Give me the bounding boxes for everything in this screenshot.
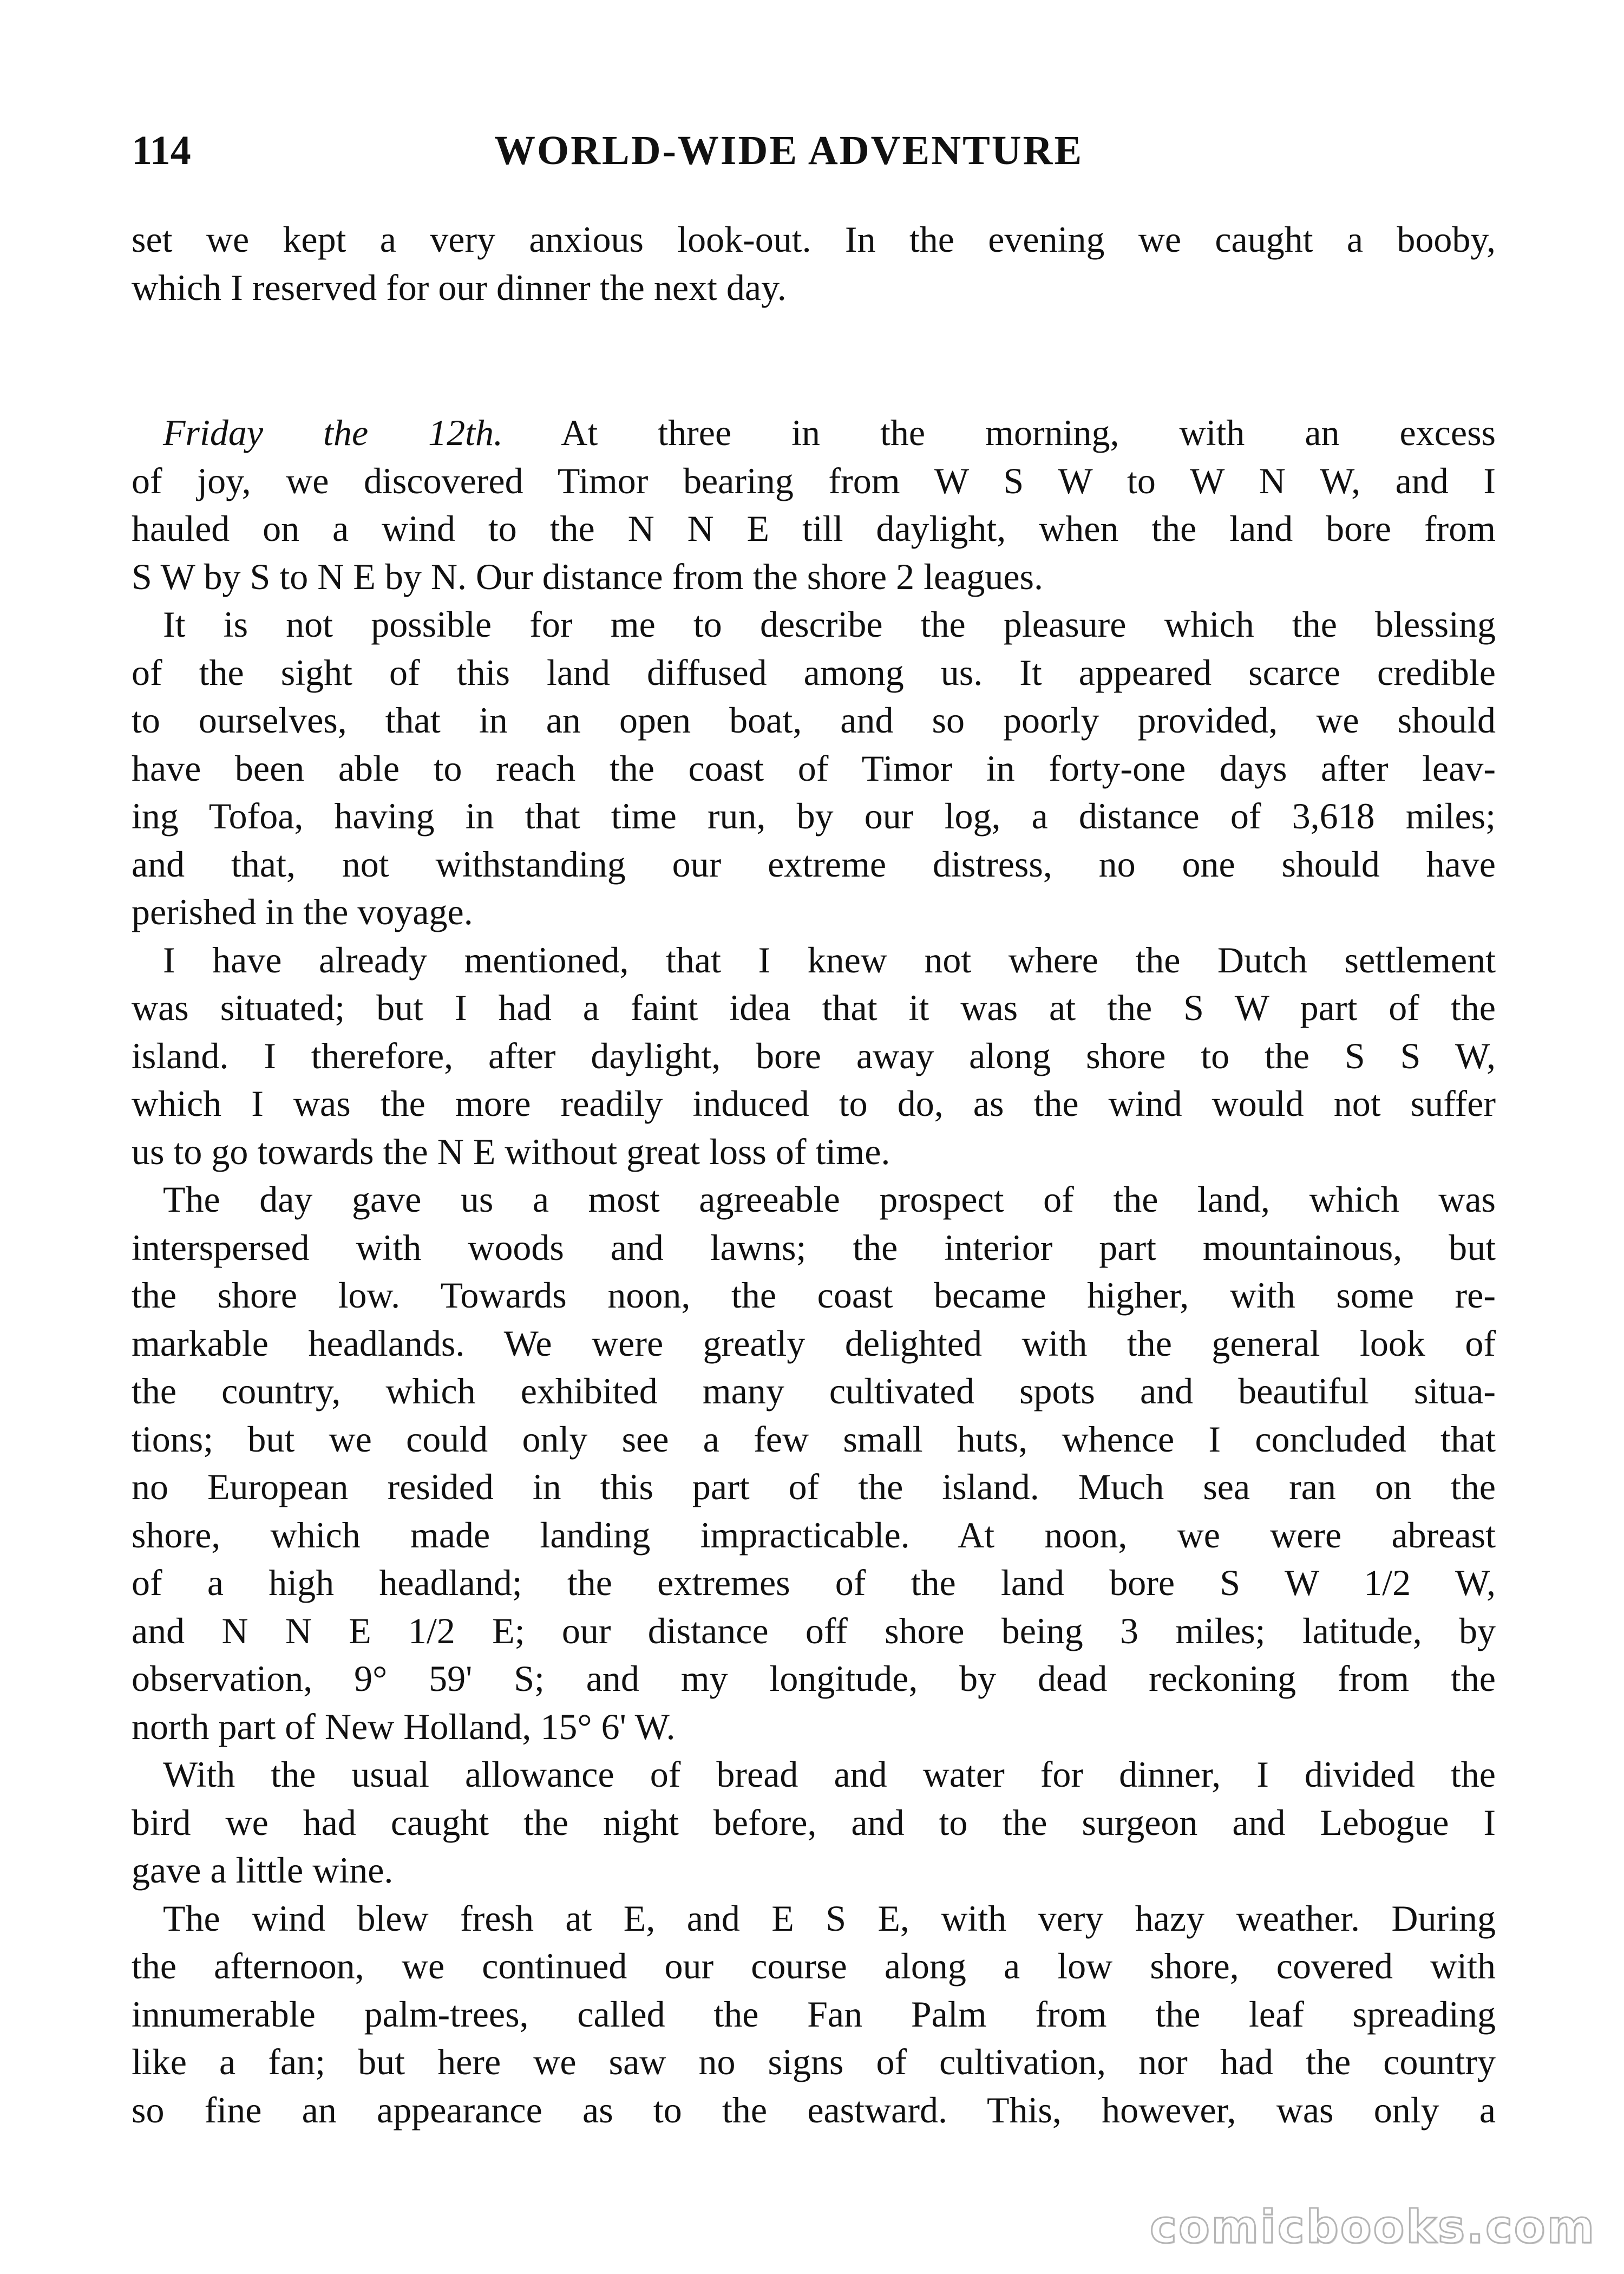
running-title: WORLD-WIDE ADVENTURE — [494, 128, 1084, 173]
text-line: of the sight of this land diffused among us. It appeared scarce credible — [132, 651, 1496, 693]
text-line: gave a little wine. — [132, 1850, 394, 1891]
text-line: was situated; but I had a faint idea that it was at the S W part of the — [132, 987, 1496, 1028]
text-line: shore, which made landing impracticable. At noon, we were abreast — [132, 1514, 1496, 1556]
text-line: With the usual allowance of bread and water for dinner, I divided the — [163, 1754, 1496, 1795]
text-line: observation, 9° 59' S; and my longitude, by dead reckoning from the — [132, 1658, 1496, 1699]
text-line: of a high headland; the extremes of the land bore S W 1/2 W, — [132, 1562, 1496, 1603]
paragraph — [132, 936, 1496, 1176]
page-header — [132, 123, 1496, 178]
text-line: the afternoon, we continued our course along a low shore, covered with — [132, 1945, 1496, 1987]
text-line: island. I therefore, after daylight, bore away along shore to the S S W, — [132, 1035, 1496, 1076]
text-line: perished in the voyage. — [132, 891, 473, 932]
watermark: comicbooks.com — [1150, 2200, 1596, 2253]
text-line: which I was the more readily induced to do, as the wind would not suffer — [132, 1083, 1496, 1124]
text-line: interspersed with woods and lawns; the interior part mountainous, but — [132, 1226, 1496, 1268]
text-line: set we kept a very anxious look-out. In the evening we caught a booby, — [132, 219, 1496, 260]
text-line: the country, which exhibited many cultivated spots and beautiful situa- — [132, 1370, 1496, 1412]
page-number: 114 — [132, 128, 191, 173]
journal-entry — [132, 409, 1496, 600]
paragraph — [132, 1894, 1496, 2134]
text-line: north part of New Holland, 15° 6' W. — [132, 1706, 676, 1747]
text-line: hauled on a wind to the N N E till daylight, when the land bore from — [132, 508, 1496, 549]
text-line: and that, not withstanding our extreme distress, no one should have — [132, 843, 1496, 885]
text-line: ing Tofoa, having in that time run, by our log, a distance of 3,618 miles; — [132, 795, 1496, 837]
text-line: so fine an appearance as to the eastward. This, however, was only a — [132, 2089, 1496, 2131]
main-text — [132, 409, 1496, 2134]
text-line: which I reserved for our dinner the next day. — [132, 266, 787, 308]
text-line — [132, 409, 1496, 457]
text-line: markable headlands. We were greatly delighted with the general look of — [132, 1322, 1496, 1364]
text-line: and N N E 1/2 E; our distance off shore being 3 miles; latitude, by — [132, 1610, 1496, 1651]
paragraph — [132, 1750, 1496, 1894]
paragraph — [132, 600, 1496, 936]
text-line: no European resided in this part of the island. Much sea ran on the — [132, 1466, 1496, 1507]
paragraph — [132, 1175, 1496, 1750]
text-line: of joy, we discovered Timor bearing from W S W to W N W, and I — [132, 460, 1496, 501]
text-line: It is not possible for me to describe the pleasure which the blessing — [163, 604, 1496, 645]
entry-text: At three in the morning, with an excess — [561, 412, 1496, 453]
text-line: innumerable palm-trees, called the Fan Palm from the leaf spreading — [132, 1993, 1496, 2035]
text-line: to ourselves, that in an open boat, and so poorly provided, we should — [132, 700, 1496, 741]
text-line: like a fan; but here we saw no signs of cultivation, nor had the country — [132, 2041, 1496, 2082]
text-line: the shore low. Towards noon, the coast became higher, with some re- — [132, 1275, 1496, 1316]
text-line: us to go towards the N E without great loss of time. — [132, 1131, 890, 1172]
text-line: I have already mentioned, that I knew not where the Dutch settlement — [163, 939, 1496, 981]
text-line: The wind blew fresh at E, and E S E, with very hazy weather. During — [163, 1897, 1496, 1939]
paragraph — [132, 215, 1496, 311]
text-line: tions; but we could only see a few small huts, whence I concluded that — [132, 1418, 1496, 1460]
text-line: The day gave us a most agreeable prospect of the land, which was — [163, 1179, 1496, 1220]
text-line: S W by S to N E by N. Our distance from the shore 2 leagues. — [132, 556, 1043, 597]
text-line: have been able to reach the coast of Timor in forty-one days after leav- — [132, 747, 1496, 789]
entry-date-label: Friday the 12th. — [163, 412, 503, 453]
top-paragraph — [132, 215, 1496, 311]
text-line: bird we had caught the night before, and to the surgeon and Lebogue I — [132, 1801, 1496, 1843]
